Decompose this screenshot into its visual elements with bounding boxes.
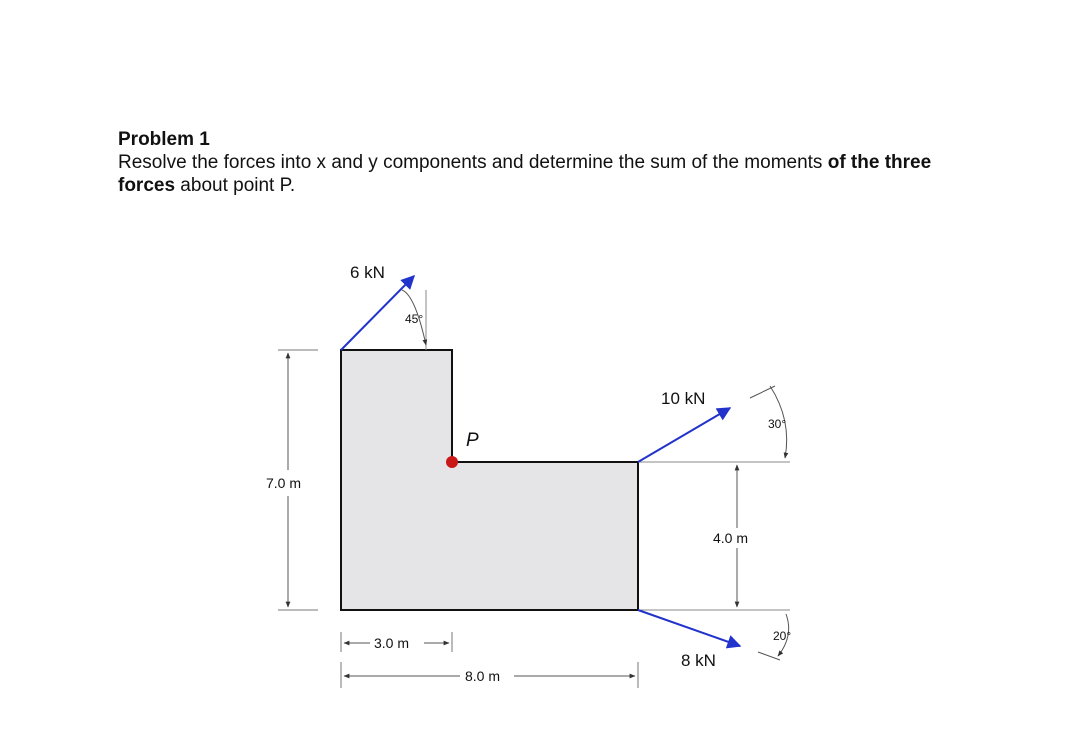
dimension-7m	[266, 350, 318, 610]
problem-text-bold: of the three forces	[118, 152, 932, 196]
label-8kn: 8 kN	[681, 651, 716, 670]
dimension-label-4m: 4.0 m	[713, 530, 749, 546]
label-10kn: 10 kN	[661, 389, 706, 408]
problem-text-part-1: Resolve the forces into x and y components and determine the sum of the moments	[118, 152, 828, 173]
dimension-label-8m: 8.0 m	[465, 668, 501, 684]
angle-label-20: 20°	[773, 629, 792, 643]
angle-label-45: 45°	[405, 312, 424, 326]
label-6kn: 6 kN	[350, 263, 385, 282]
dimension-label-7m: 7.0 m	[266, 475, 302, 491]
problem-title: Problem 1	[118, 129, 210, 150]
arrow-10kn	[638, 408, 730, 462]
force-6kn	[341, 263, 426, 350]
problem-text-part-2: about point P.	[175, 175, 296, 196]
dimension-8m	[341, 662, 638, 688]
angle-label-30: 30°	[768, 417, 787, 431]
force-10kn	[638, 386, 790, 462]
point-p-marker	[446, 456, 458, 468]
point-p-label: P	[466, 430, 479, 451]
arrow-6kn	[341, 276, 414, 350]
force-8kn	[638, 610, 791, 670]
dimension-label-3m: 3.0 m	[374, 635, 410, 651]
l-shaped-body	[341, 350, 638, 610]
ext-line-20	[758, 652, 780, 660]
dimension-4m	[713, 465, 748, 607]
dimension-3m	[341, 632, 452, 652]
arrow-8kn	[638, 610, 740, 646]
